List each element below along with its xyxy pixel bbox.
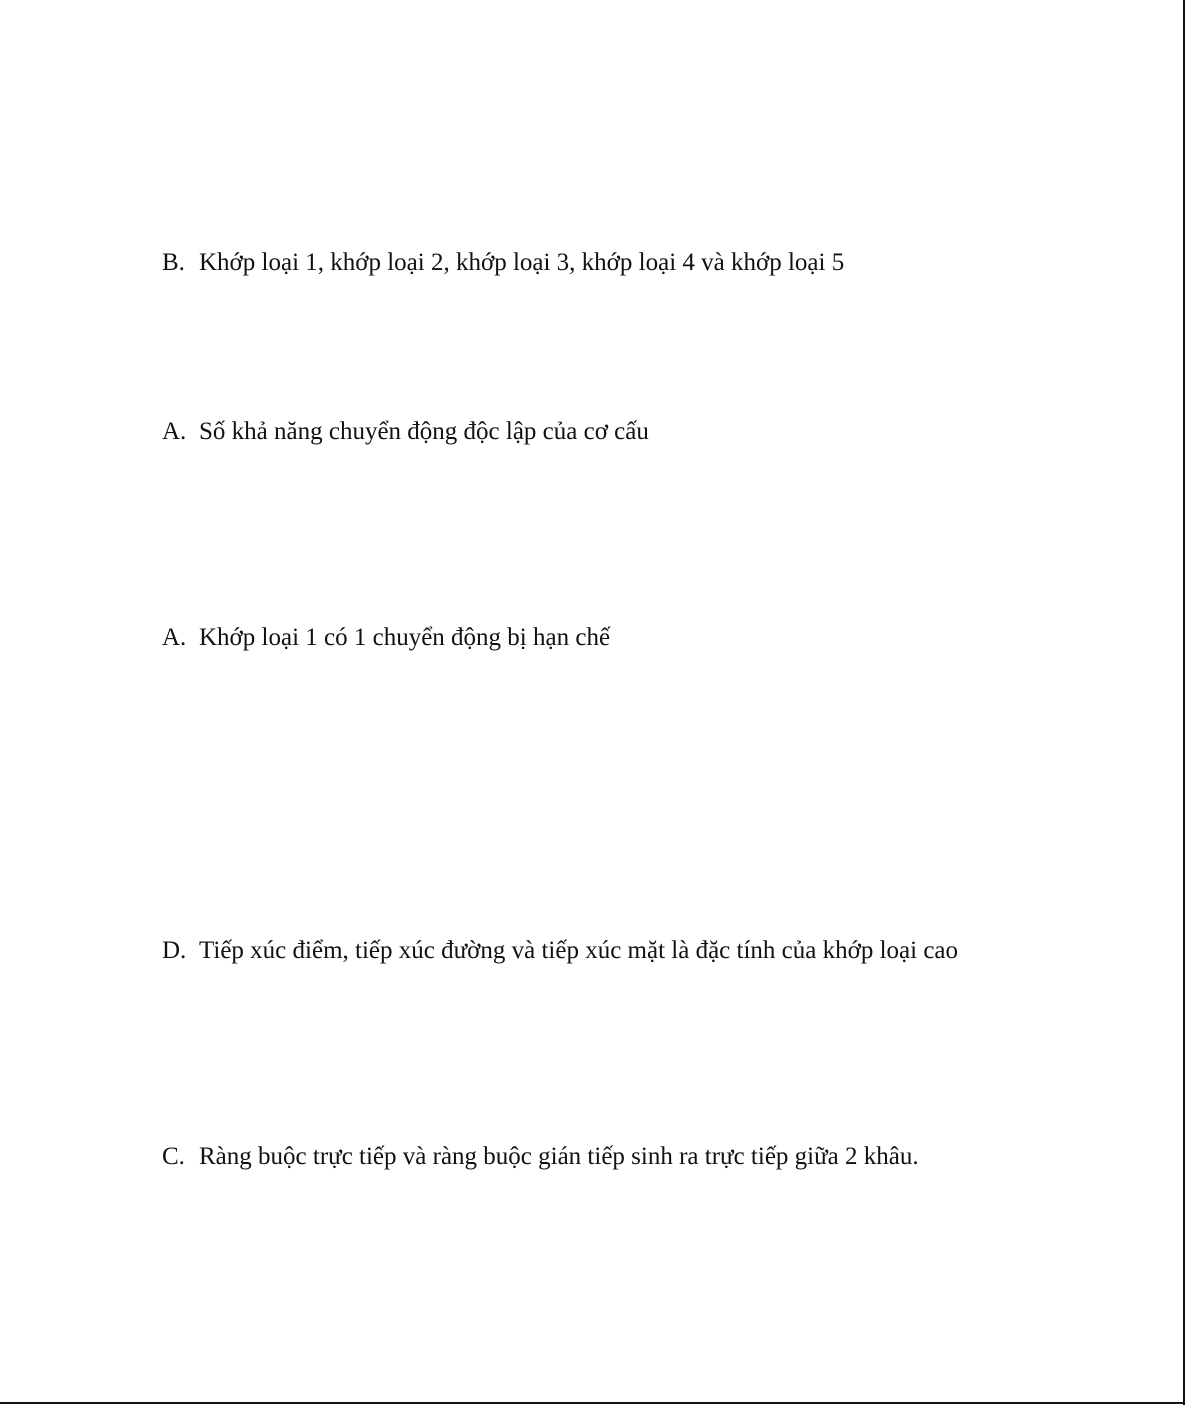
answer-text: Số khả năng chuyển động độc lập của cơ cấu: [199, 418, 649, 445]
answer-line: [162, 1142, 919, 1172]
page-bottom-border: [0, 1402, 1185, 1404]
answer-text: Khớp loại 1, khớp loại 2, khớp loại 3, khớp loại 4 và khớp loại 5: [199, 249, 845, 276]
answer-line: [162, 936, 958, 966]
answer-line: [162, 623, 610, 653]
answer-text: Ràng buộc trực tiếp và ràng buộc gián tiếp sinh ra trực tiếp giữa 2 khâu.: [199, 1143, 919, 1170]
answer-letter: C.: [162, 1143, 185, 1170]
answer-letter: A.: [162, 624, 187, 651]
answer-text: Khớp loại 1 có 1 chuyển động bị hạn chế: [199, 624, 611, 651]
answer-letter: B.: [162, 249, 185, 276]
answer-line: [162, 248, 844, 278]
answer-letter: A.: [162, 418, 187, 445]
answer-text: Tiếp xúc điểm, tiếp xúc đường và tiếp xúc mặt là đặc tính của khớp loại cao: [199, 937, 959, 964]
answer-letter: D.: [162, 937, 187, 964]
answer-line: [162, 417, 649, 447]
